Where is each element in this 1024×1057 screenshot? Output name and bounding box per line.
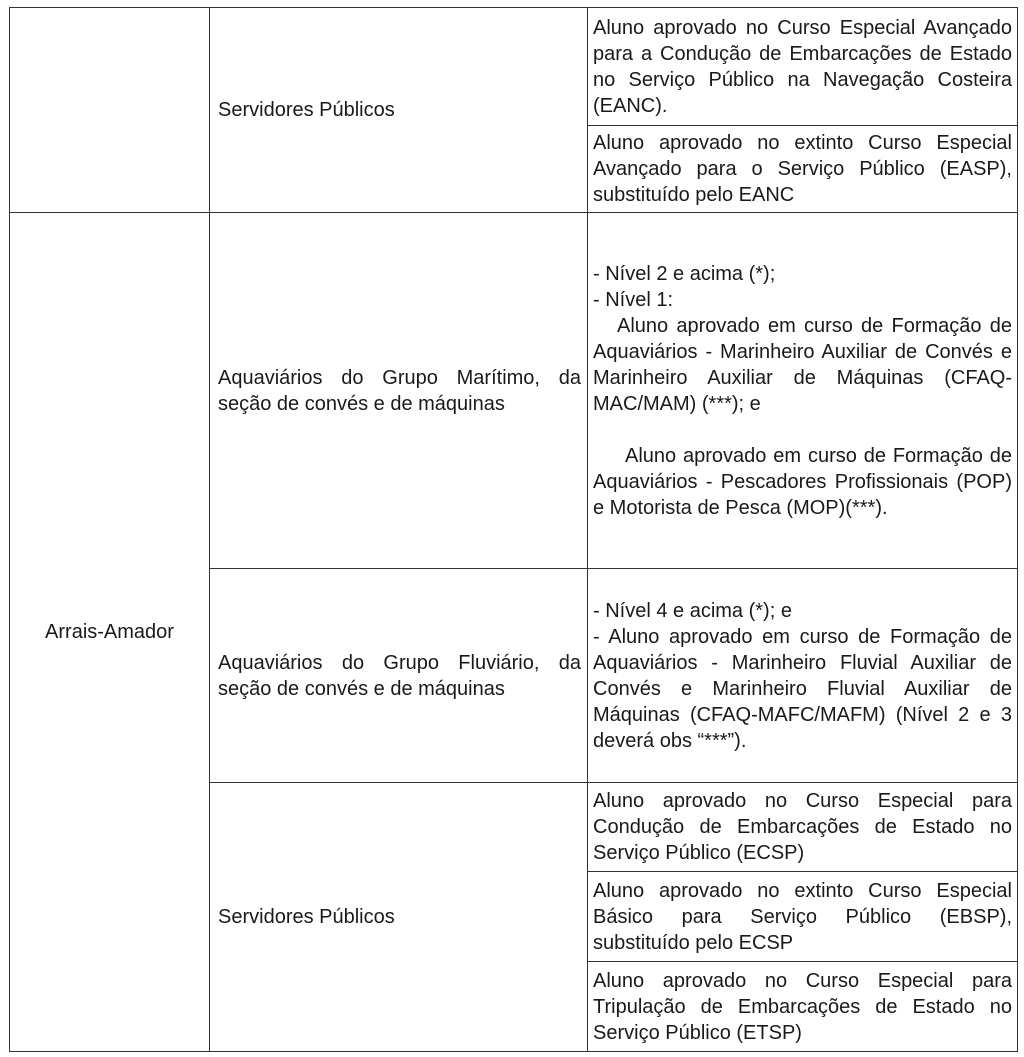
requirement-cell (588, 569, 1018, 783)
requirement-line: - Nível 4 e acima (*); e (593, 599, 792, 622)
requirement-cell: Aluno aprovado no Curso Especial para Condução de Embarcações de Estado no Serviço Público (ECSP) (588, 783, 1018, 872)
requirement-paragraph: Aluno aprovado em curso de Formação de Aquaviários - Pescadores Profissionais (POP) e Motorista de Pesca (MOP)(***). (593, 444, 1012, 519)
paragraph-spacer (593, 417, 1012, 443)
group-cell (210, 213, 588, 569)
group-cell (210, 8, 588, 213)
requirement-line: - Nível 2 e acima (*); (593, 262, 776, 285)
requirement-paragraph: - Aluno aprovado em curso de Formação de Aquaviários - Marinheiro Fluvial Auxiliar de Convés e Marinheiro Fluvial Auxiliar de Máquinas (CFAQ-MAFC/MAFM) (Nível 2 e 3 deverá obs “***”). (593, 625, 1012, 752)
requirements-table (9, 7, 1018, 1052)
group-cell (210, 569, 588, 783)
requirement-cell: Aluno aprovado no Curso Especial Avançado para a Condução de Embarcações de Estado no Serviço Público na Navegação Costeira (EANC). (588, 8, 1018, 126)
requirement-cell (588, 213, 1018, 569)
group-label: Aquaviários do Grupo Marítimo, da seção de convés e de máquinas (218, 366, 581, 415)
requirement-line: - Nível 1: (593, 288, 674, 311)
category-cell (10, 8, 210, 213)
category-cell: Arrais-Amador (10, 213, 210, 1052)
requirement-paragraph: Aluno aprovado em curso de Formação de Aquaviários - Marinheiro Auxiliar de Convés e Marinheiro Auxiliar de Máquinas (CFAQ-MAC/MAM) (***); e (593, 314, 1012, 415)
requirement-cell: Aluno aprovado no extinto Curso Especial Básico para Serviço Público (EBSP), substituído pelo ECSP (588, 872, 1018, 962)
group-label: Servidores Públicos (218, 906, 395, 928)
group-label: Aquaviários do Grupo Fluviário, da seção de convés e de máquinas (218, 651, 581, 700)
group-cell (210, 783, 588, 1052)
table-row (10, 213, 1018, 569)
group-label: Servidores Públicos (218, 99, 395, 121)
requirement-cell: Aluno aprovado no Curso Especial para Tripulação de Embarcações de Estado no Serviço Público (ETSP) (588, 962, 1018, 1052)
requirement-cell: Aluno aprovado no extinto Curso Especial Avançado para o Serviço Público (EASP), substituído pelo EANC (588, 126, 1018, 213)
table-row (10, 8, 1018, 126)
